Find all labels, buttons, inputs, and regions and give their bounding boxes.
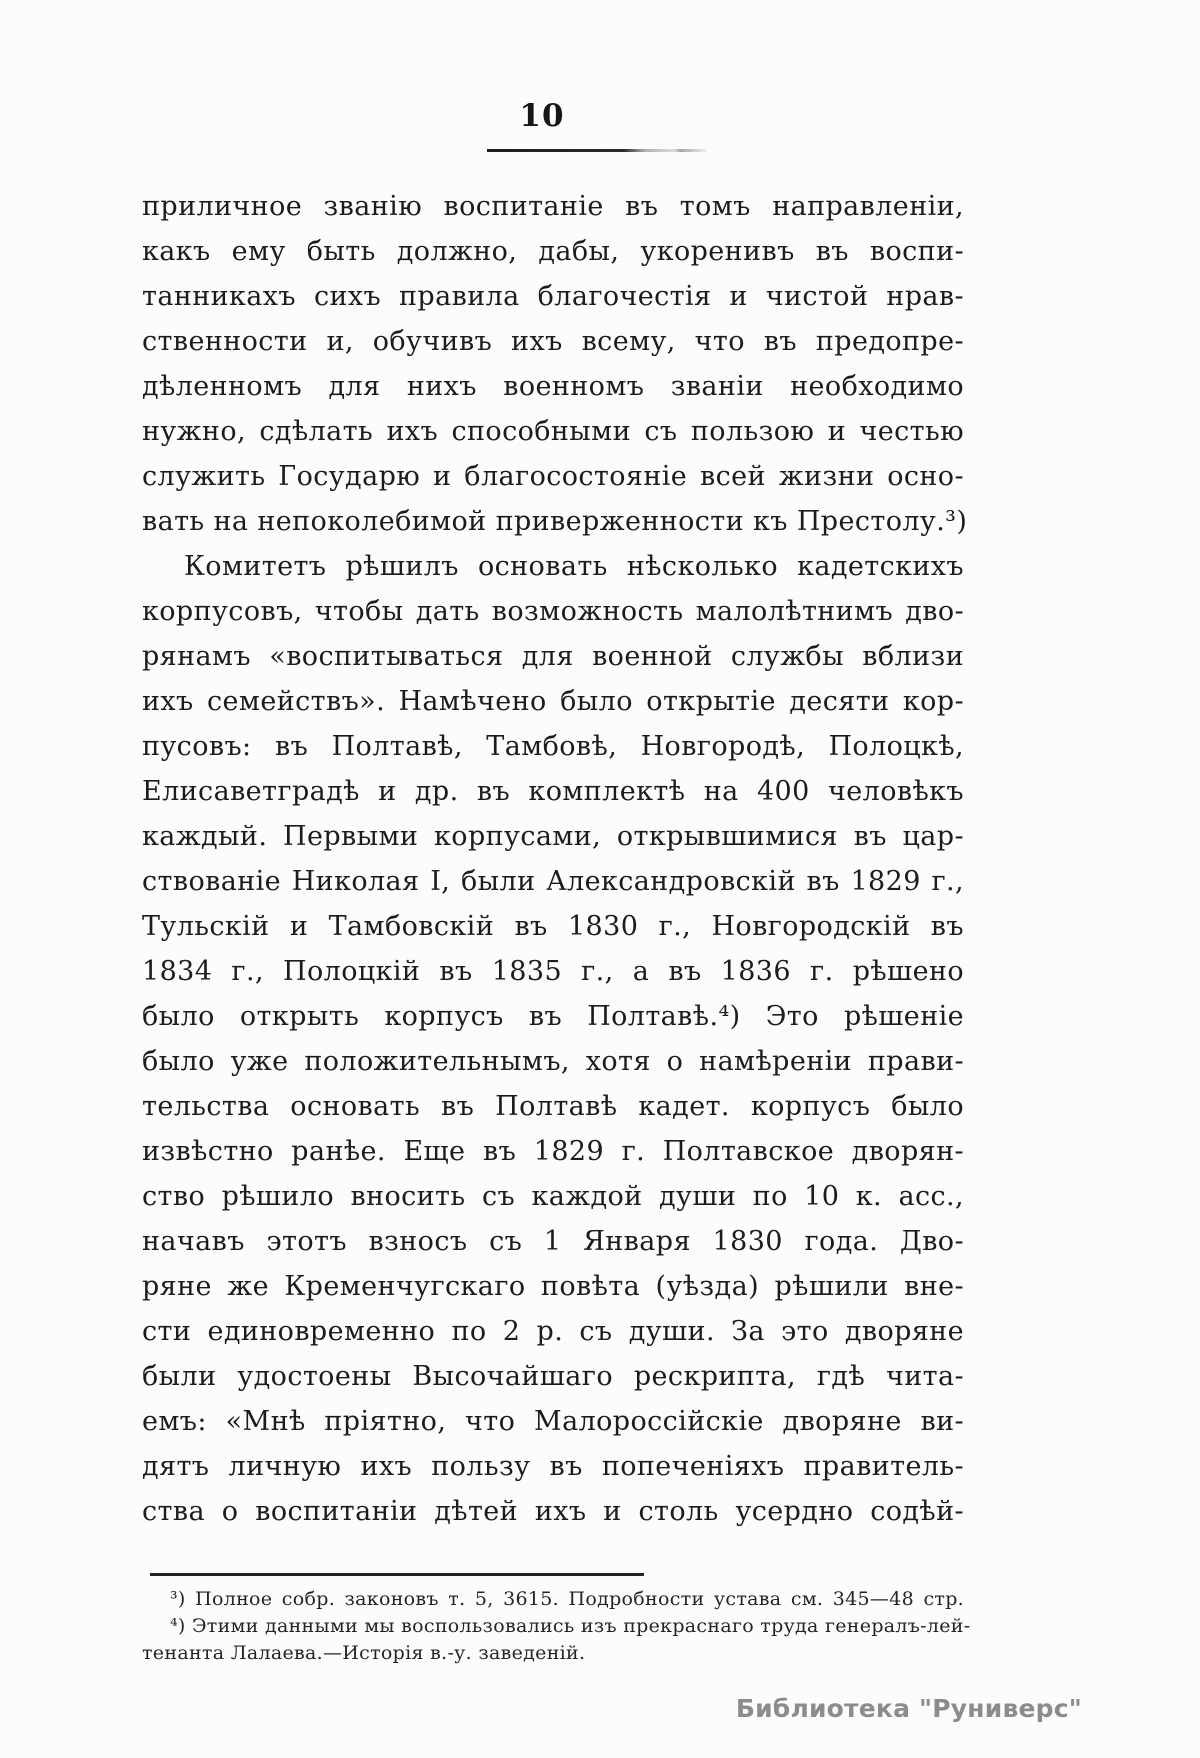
text-line: каждый. Первыми корпусами, открывшимися въ цар- [142,821,964,852]
footnote-line: ³) Полное собр. законовъ т. 5, 3615. Подробности устава см. 345—48 стр. [170,1588,964,1610]
text-line: 1834 г., Полоцкій въ 1835 г., а въ 1836 г. рѣшено [142,956,964,987]
text-line: ственности и, обучивъ ихъ всему, что въ предопре- [142,326,964,357]
text-line: были удостоены Высочайшаго рескрипта, гдѣ чита- [142,1361,964,1392]
text-line: приличное званію воспитаніе въ томъ направленіи, [142,191,964,222]
text-line: сти единовременно по 2 р. съ души. За это дворяне [142,1316,964,1347]
body-text [142,184,968,1534]
text-line: извѣстно ранѣе. Еще въ 1829 г. Полтавское дворян- [142,1136,964,1167]
text-line: Елисаветградѣ и др. въ комплектѣ на 400 человѣкъ [142,776,964,807]
footnote-separator-rule [150,1573,644,1576]
text-line-paragraph-start: Комитетъ рѣшилъ основать нѣсколько кадетскихъ [184,551,964,582]
text-line: было открыть корпусъ въ Полтавѣ.⁴) Это рѣшеніе [142,1001,964,1032]
text-line: емъ: «Мнѣ пріятно, что Малороссійскіе дворяне ви- [142,1406,964,1437]
text-line: ствованіе Николая I, были Александровскій въ 1829 г., [142,866,964,897]
text-line: корпусовъ, чтобы дать возможность малолѣтнимъ дво- [142,596,964,627]
page-number-rule [487,149,707,152]
text-line: тельства основать въ Полтавѣ кадет. корпусъ было [142,1091,964,1122]
text-line: служить Государю и благосостояніе всей жизни осно- [142,461,964,492]
text-line: было уже положительнымъ, хотя о намѣреніи прави- [142,1046,964,1077]
text-line: ряне же Кременчугскаго повѣта (уѣзда) рѣшили вне- [142,1271,964,1302]
text-line: дѣленномъ для нихъ военномъ званіи необходимо [142,371,964,402]
text-line: ства о воспитаніи дѣтей ихъ и столь усердно содѣй- [142,1496,964,1527]
text-line: Тульскій и Тамбовскій въ 1830 г., Новгородскій въ [142,911,964,942]
text-line: ство рѣшило вносить съ каждой души по 10 к. асс., [142,1181,964,1212]
text-line: нужно, сдѣлать ихъ способными съ пользою и честью [142,416,964,447]
footnotes [142,1586,971,1667]
text-line: пусовъ: въ Полтавѣ, Тамбовѣ, Новгородѣ, Полоцкѣ, [142,731,964,762]
text-line: вать на непоколебимой приверженности къ Престолу.³) [142,506,968,537]
footnote-line: ⁴) Этими данными мы воспользовались изъ прекраснаго труда генералъ-лей- [170,1615,971,1637]
text-line: танникахъ сихъ правила благочестія и чистой нрав- [142,281,964,312]
text-line: рянамъ «воспитываться для военной службы вблизи [142,641,964,672]
footnote-line: тенанта Лалаева.—Исторія в.-у. заведеній. [142,1642,586,1664]
library-watermark: Библиотека "Руниверс" [735,1694,1082,1723]
text-line: ихъ семействъ». Намѣчено было открытіе десяти кор- [142,686,964,717]
page-number: 10 [519,98,565,134]
text-line: начавъ этотъ взносъ съ 1 Января 1830 года. Дво- [142,1226,964,1257]
text-line: какъ ему быть должно, дабы, укоренивъ въ воспи- [142,236,964,267]
text-line: дятъ личную ихъ пользу въ попеченіяхъ правитель- [142,1451,964,1482]
